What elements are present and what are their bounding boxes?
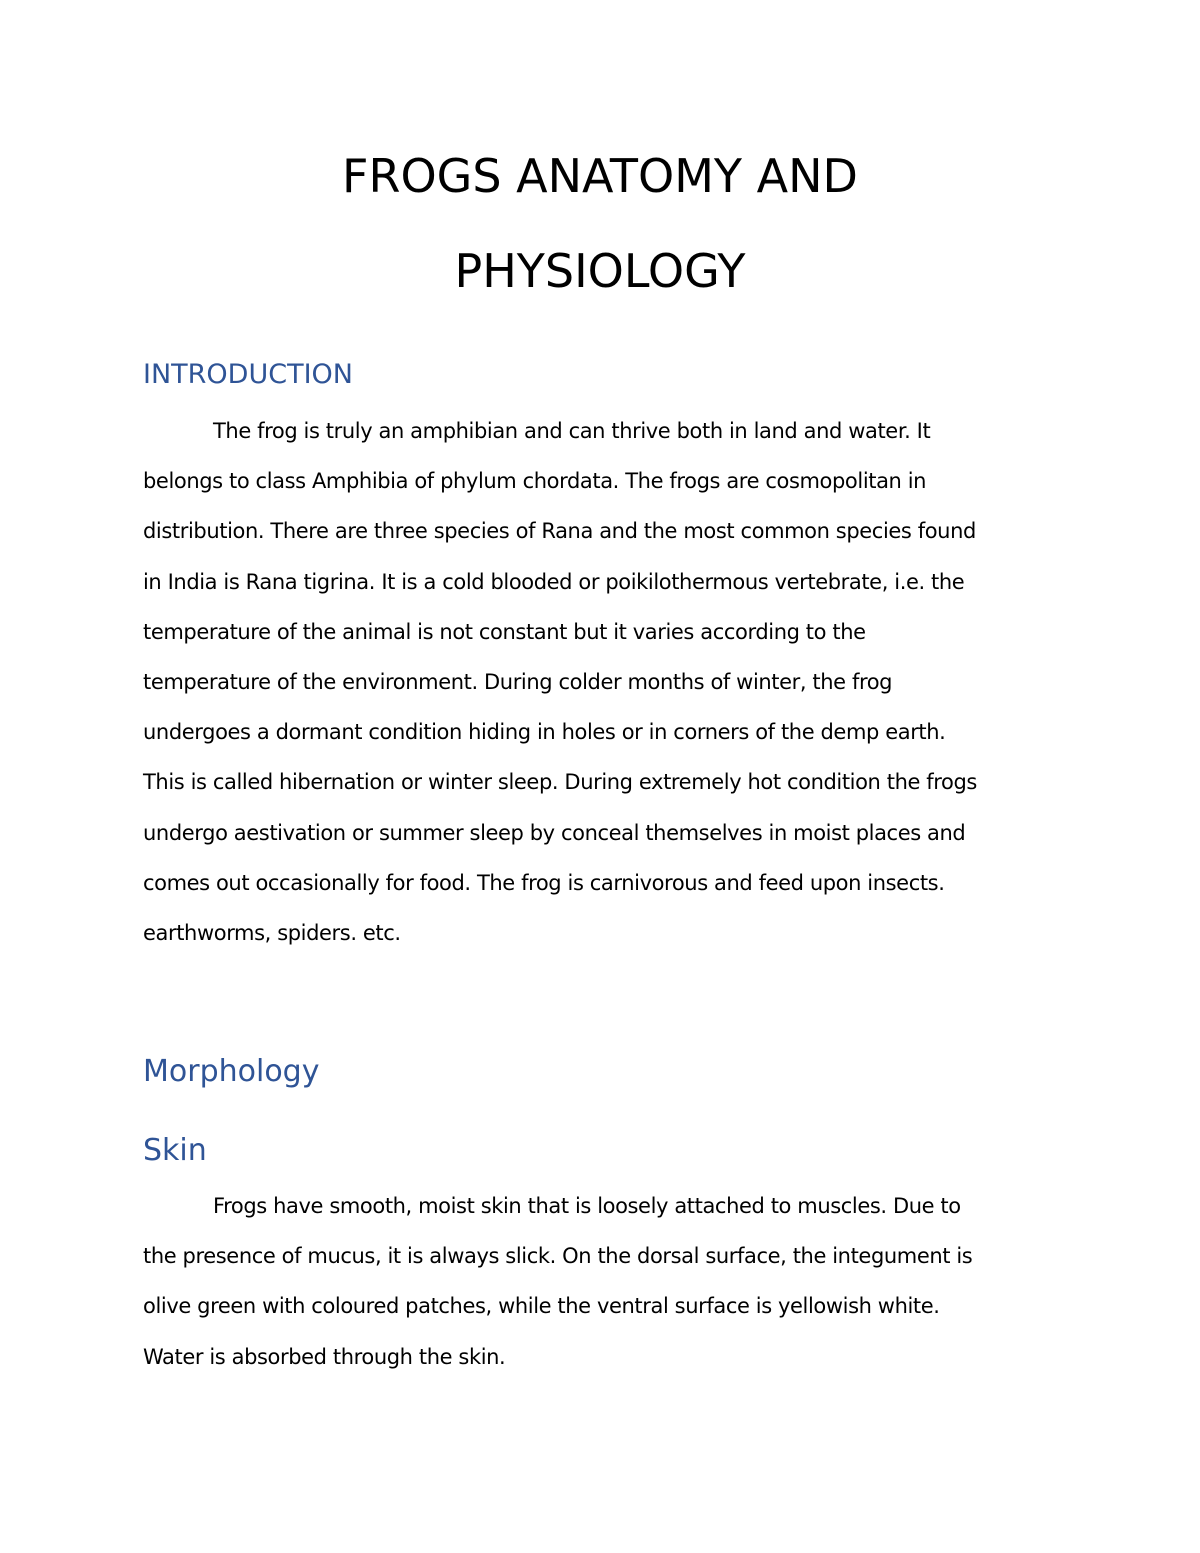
paragraph-line: Frogs have smooth, moist skin that is loosely attached to muscles. Due to	[213, 1194, 961, 1218]
section-heading-skin: Skin	[143, 1133, 207, 1168]
paragraph-line: comes out occasionally for food. The frog is carnivorous and feed upon insects.	[143, 870, 945, 895]
paragraph-line: belongs to class Amphibia of phylum chordata. The frogs are cosmopolitan in	[143, 469, 927, 494]
paragraph-line: Water is absorbed through the skin.	[143, 1344, 506, 1369]
section-heading-morphology: Morphology	[143, 1054, 320, 1089]
introduction-paragraph	[143, 406, 1073, 958]
paragraph-line: temperature of the animal is not constant but it varies according to the	[143, 619, 866, 644]
paragraph-line: undergo aestivation or summer sleep by conceal themselves in moist places and	[143, 820, 966, 845]
document-title-line-2: PHYSIOLOGY	[454, 244, 746, 298]
paragraph-line: distribution. There are three species of Rana and the most common species found	[143, 519, 976, 544]
document-title-line-1: FROGS ANATOMY AND	[342, 149, 858, 203]
paragraph-line: The frog is truly an amphibian and can thrive both in land and water. It	[213, 419, 931, 443]
section-heading-introduction: INTRODUCTION	[143, 359, 353, 390]
paragraph-line: the presence of mucus, it is always slick. On the dorsal surface, the integument is	[143, 1244, 973, 1269]
paragraph-line: undergoes a dormant condition hiding in holes or in corners of the demp earth.	[143, 720, 946, 745]
skin-paragraph	[143, 1181, 1073, 1382]
paragraph-line: in India is Rana tigrina. It is a cold blooded or poikilothermous vertebrate, i.e. the	[143, 569, 965, 594]
paragraph-line: temperature of the environment. During colder months of winter, the frog	[143, 669, 893, 694]
paragraph-line: earthworms, spiders. etc.	[143, 920, 401, 945]
paragraph-line: olive green with coloured patches, while the ventral surface is yellowish white.	[143, 1294, 940, 1319]
paragraph-line: This is called hibernation or winter sleep. During extremely hot condition the frogs	[143, 770, 977, 795]
